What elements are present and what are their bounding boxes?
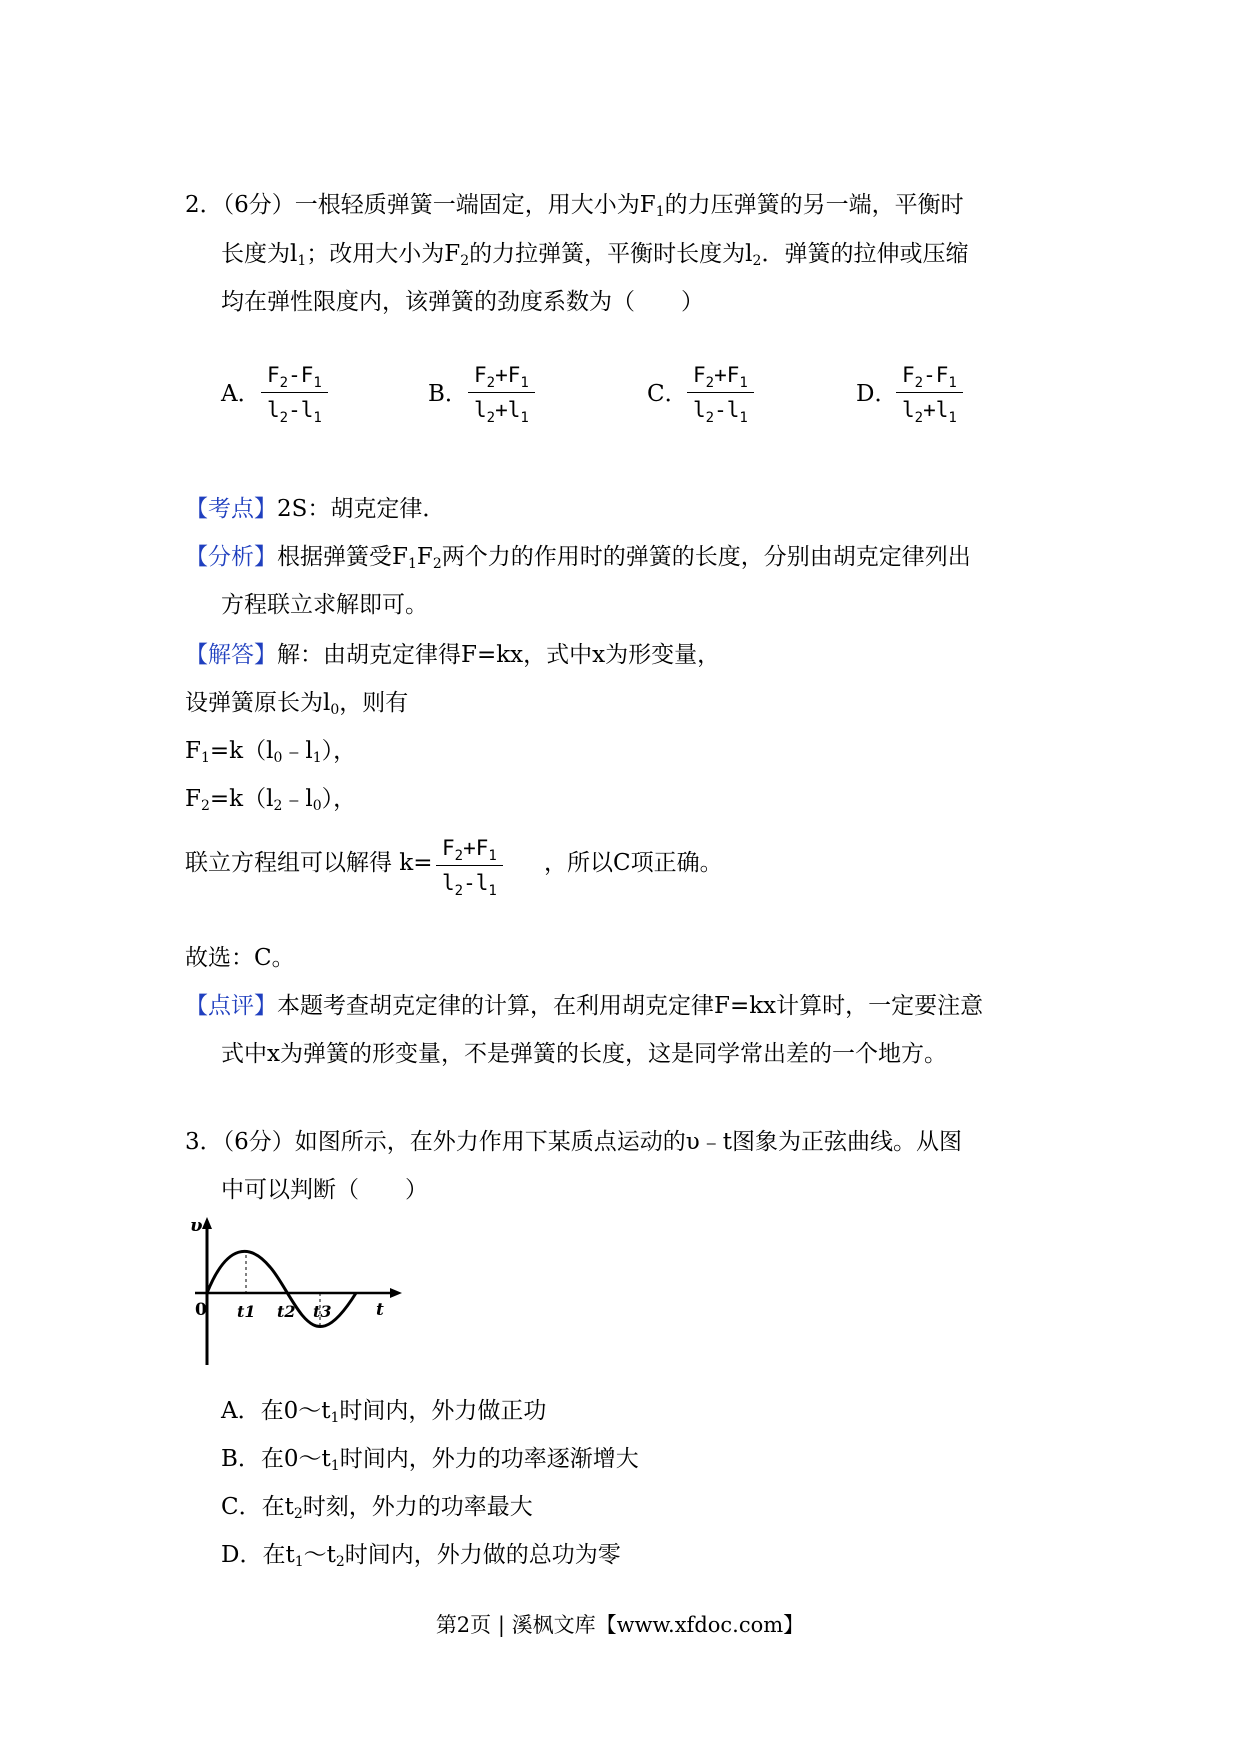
solve-suffix: ，所以C项正确。 xyxy=(544,850,723,876)
q2-option-d-label: D． xyxy=(856,381,898,407)
q2-option-b-fraction: $\frac{F_2+F_1}{l_2+l_1}$ xyxy=(468,362,535,423)
q2-line1: 2．（6分）一根轻质弹簧一端固定，用大小为$F_1$的力压弹簧的另一端，平衡时 xyxy=(185,192,964,220)
origin-label: 0 xyxy=(195,1300,207,1320)
q2-option-c-label: C． xyxy=(647,381,688,407)
eq1: $F_1=k(l_0﹣l_1)$， xyxy=(185,738,357,766)
page-footer: 第2页 | 溪枫文库【www.xfdoc.com】 xyxy=(435,1613,805,1637)
q2-line3: 均在弹性限度内，该弹簧的劲度系数为（ ） xyxy=(221,289,704,315)
choose-line: 故选：C。 xyxy=(185,945,295,971)
t2-label: t2 xyxy=(277,1302,296,1321)
solve-fraction: $\frac{F_2+F_1}{l_2-l_1}$ xyxy=(436,835,503,896)
v-t-graph xyxy=(190,1215,410,1365)
dianping-line1: 【点评】本题考查胡克定律的计算，在利用胡克定律F=kx计算时，一定要注意 xyxy=(185,993,984,1019)
q2-option-c-fraction: $\frac{F_2+F_1}{l_2-l_1}$ xyxy=(687,362,754,423)
q3-option-b: B．在$0\sim t_1$时间内，外力的功率逐渐增大 xyxy=(221,1446,639,1474)
v-label: υ xyxy=(190,1215,203,1236)
q2-line2: 长度为$l_1$；改用大小为$F_2$的力拉弹簧，平衡时长度为$l_2$．弹簧的拉伸或压缩 xyxy=(221,241,969,269)
q3-option-a: A．在$0\sim t_1$时间内，外力做正功 xyxy=(221,1398,547,1426)
eq2: $F_2=k(l_2﹣l_0)$， xyxy=(185,786,357,814)
q3-option-c: C．在$t_2$时刻，外力的功率最大 xyxy=(221,1494,533,1522)
t-axis-arrow xyxy=(390,1288,402,1298)
fenxi-line2: 方程联立求解即可。 xyxy=(221,592,428,618)
t3-label: t3 xyxy=(313,1302,332,1321)
t-label: t xyxy=(376,1300,384,1320)
q3-line2: 中可以判断（ ） xyxy=(221,1177,428,1203)
v-axis-arrow xyxy=(202,1217,212,1229)
solve-prefix: 联立方程组可以解得 k= xyxy=(185,850,433,876)
q2-option-d-fraction: $\frac{F_2-F_1}{l_2+l_1}$ xyxy=(896,362,963,423)
fenxi-line1: 【分析】根据弹簧受$F_1F_2$两个力的作用时的弹簧的长度，分别由胡克定律列出 xyxy=(185,544,971,572)
t1-label: t1 xyxy=(237,1302,256,1321)
dianping-line2: 式中x为弹簧的形变量，不是弹簧的长度，这是同学常出差的一个地方。 xyxy=(221,1041,947,1067)
q2-option-b-label: B． xyxy=(428,381,468,407)
jieda-line2: 设弹簧原长为$l_0$，则有 xyxy=(185,690,409,718)
jieda-line1: 【解答】解：由胡克定律得F=kx，式中x为形变量， xyxy=(185,642,721,668)
q2-option-a-fraction: $\frac{F_2-F_1}{l_2-l_1}$ xyxy=(261,362,328,423)
q3-option-d: D．在$t_1\sim t_2$时间内，外力做的总功为零 xyxy=(221,1542,621,1570)
q3-line1: 3．（6分）如图所示，在外力作用下某质点运动的υ﹣t图象为正弦曲线。从图 xyxy=(185,1129,962,1155)
kaodian: 【考点】2S：胡克定律． xyxy=(185,496,446,522)
q2-option-a-label: A． xyxy=(221,381,261,407)
